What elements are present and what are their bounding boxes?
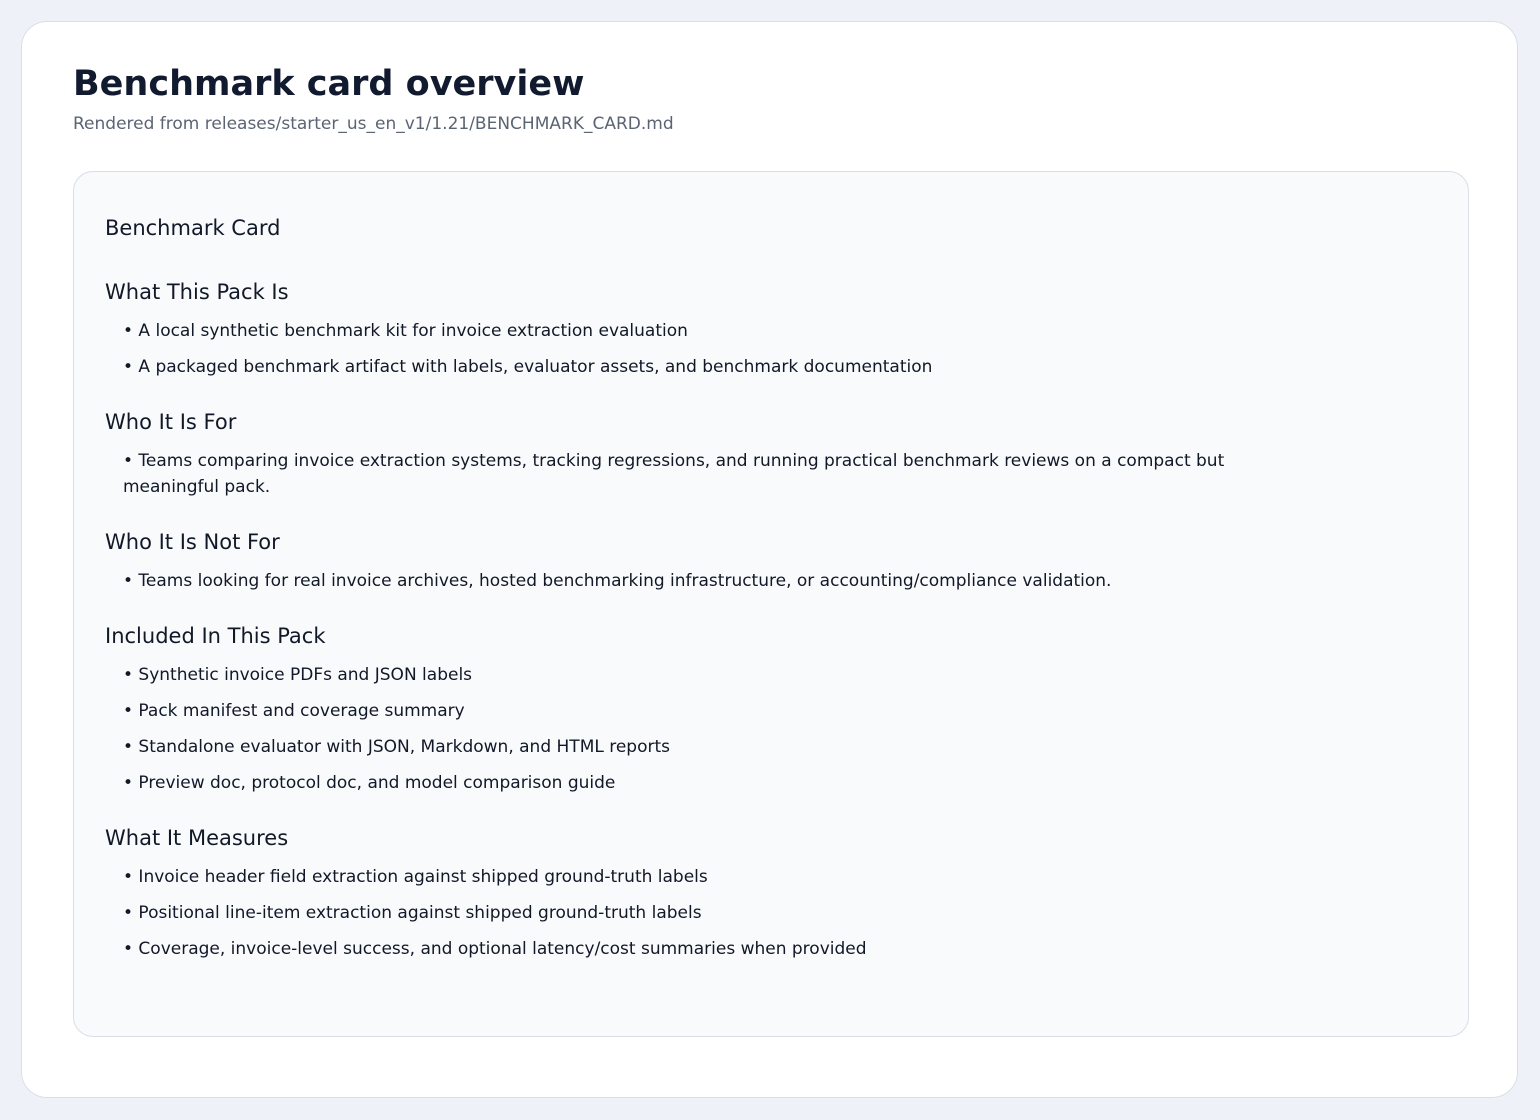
list-item: • Coverage, invoice-level success, and optional latency/cost summaries when provided — [123, 939, 867, 959]
list-item: • Standalone evaluator with JSON, Markdown, and HTML reports — [123, 737, 671, 757]
page-subtitle: Rendered from releases/starter_us_en_v1/1.21/BENCHMARK_CARD.md — [73, 114, 674, 134]
list-item: • Preview doc, protocol doc, and model comparison guide — [123, 773, 616, 793]
benchmark-card-document — [73, 171, 1469, 1037]
list-item: • A packaged benchmark artifact with labels, evaluator assets, and benchmark documentation — [123, 357, 933, 377]
section-heading: Who It Is Not For — [105, 530, 280, 554]
list-item: • A local synthetic benchmark kit for invoice extraction evaluation — [123, 321, 688, 341]
list-item: • Positional line-item extraction against shipped ground-truth labels — [123, 903, 702, 923]
section-list — [105, 568, 1437, 594]
list-item: • Invoice header field extraction against shipped ground-truth labels — [123, 867, 708, 887]
list-item: • Teams looking for real invoice archives, hosted benchmarking infrastructure, or accounting/compliance validation. — [123, 571, 1112, 591]
document-title: Benchmark Card — [105, 216, 281, 240]
list-item: • Pack manifest and coverage summary — [123, 701, 465, 721]
section-list — [105, 662, 1437, 796]
section-list — [105, 448, 1437, 500]
list-item: • Synthetic invoice PDFs and JSON labels — [123, 665, 473, 685]
list-item: • Teams comparing invoice extraction systems, tracking regressions, and running practical benchmark reviews on a compact but meaningful pack. — [123, 451, 1225, 497]
section-heading: Who It Is For — [105, 410, 237, 434]
page-title: Benchmark card overview — [73, 64, 585, 104]
section-heading: What It Measures — [105, 826, 289, 850]
page-card — [21, 21, 1518, 1098]
section-heading: Included In This Pack — [105, 624, 326, 648]
section-heading: What This Pack Is — [105, 280, 289, 304]
section-list — [105, 318, 1437, 380]
section-list — [105, 864, 1437, 962]
